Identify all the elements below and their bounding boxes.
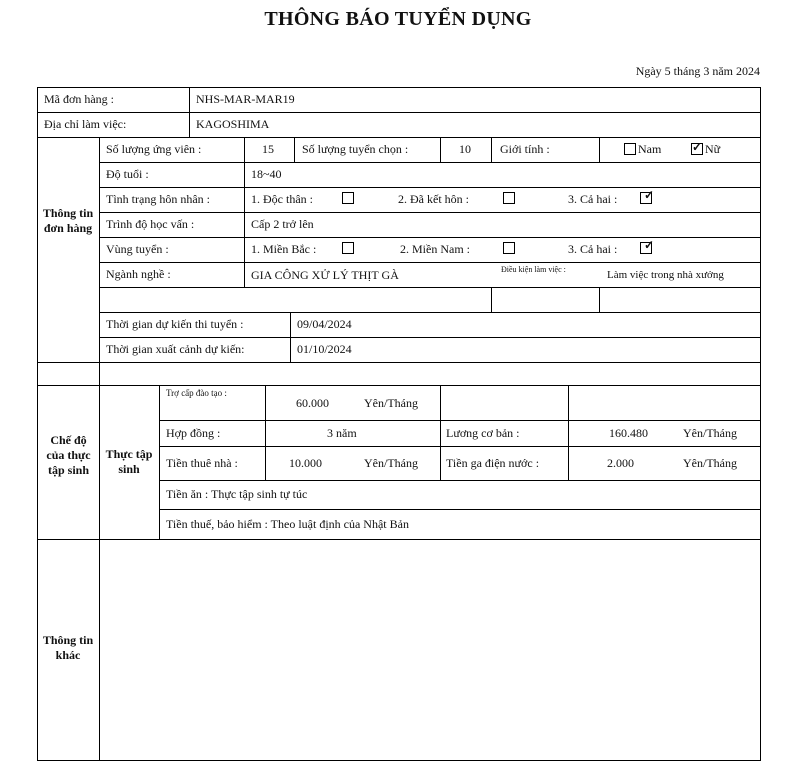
gender-label: Giới tính : [500, 142, 550, 156]
rent-label: Tiền thuê nhà : [166, 456, 238, 470]
check-mark-icon: ✓ [644, 188, 655, 202]
work-condition-label: Điều kiện làm việc : [501, 265, 566, 274]
training-allowance-unit: Yên/Tháng [364, 396, 418, 410]
salary-unit: Yên/Tháng [683, 426, 737, 440]
age-label: Độ tuổi : [106, 167, 149, 181]
education-label: Trình độ học vấn : [106, 217, 195, 231]
departure-date-label: Thời gian xuất cảnh dự kiến: [106, 342, 245, 356]
exam-date-value: 09/04/2024 [297, 317, 352, 331]
region-option-3: 3. Cả hai : [568, 242, 618, 256]
other-info-section-label: Thông tin khác [42, 633, 94, 662]
work-location-label: Địa chỉ làm việc: [44, 117, 127, 131]
order-code-label: Mã đơn hàng : [44, 92, 115, 106]
marital-option-3: 3. Cả hai : [568, 192, 618, 206]
selected-label: Số lượng tuyển chọn : [302, 142, 409, 156]
marital-option-1: 1. Độc thân : [251, 192, 313, 206]
region-south-checkbox[interactable] [503, 242, 515, 254]
age-value: 18~40 [251, 167, 282, 181]
utilities-amount: 2.000 [607, 456, 634, 470]
food-policy: Tiền ăn : Thực tập sinh tự túc [166, 487, 308, 501]
contract-value: 3 năm [327, 426, 357, 440]
candidates-value: 15 [262, 142, 274, 156]
job-value: GIA CÔNG XỬ LÝ THỊT GÀ [251, 268, 399, 282]
check-mark-icon: ✓ [692, 140, 703, 154]
exam-date-label: Thời gian dự kiến thi tuyển : [106, 317, 244, 331]
selected-value: 10 [459, 142, 471, 156]
page-title: THÔNG BÁO TUYỂN DỤNG [264, 8, 532, 30]
departure-date-value: 01/10/2024 [297, 342, 352, 356]
gender-female-label: Nữ [705, 142, 721, 156]
rent-unit: Yên/Tháng [364, 456, 418, 470]
order-info-section-label: Thông tin đơn hàng [42, 206, 94, 235]
utilities-unit: Yên/Tháng [683, 456, 737, 470]
tax-insurance-policy: Tiền thuế, bảo hiểm : Theo luật định của Nhật Bản [166, 517, 409, 531]
utilities-label: Tiền ga điện nước : [446, 456, 540, 470]
document-date: Ngày 5 tháng 3 năm 2024 [635, 64, 760, 78]
benefits-section-label: Chế độ của thực tập sinh [46, 433, 91, 477]
salary-amount: 160.480 [609, 426, 648, 440]
region-option-1: 1. Miền Bắc : [251, 242, 317, 256]
training-allowance-label: Trợ cấp đào tạo : [166, 388, 227, 398]
check-mark-icon: ✓ [644, 238, 655, 252]
marital-married-checkbox[interactable] [503, 192, 515, 204]
marital-single-checkbox[interactable] [342, 192, 354, 204]
region-north-checkbox[interactable] [342, 242, 354, 254]
other-info-content-area [100, 540, 760, 760]
work-location-value: KAGOSHIMA [196, 117, 270, 131]
training-allowance-amount: 60.000 [296, 396, 329, 410]
contract-label: Hợp đồng : [166, 426, 221, 440]
intern-sub-label: Thực tập sinh [105, 447, 153, 476]
order-code-value: NHS-MAR-MAR19 [196, 92, 295, 106]
salary-label: Lương cơ bản : [446, 426, 520, 440]
education-value: Cấp 2 trở lên [251, 217, 314, 231]
marital-option-2: 2. Đã kết hôn : [398, 192, 469, 206]
region-option-2: 2. Miền Nam : [400, 242, 470, 256]
gender-male-label: Nam [638, 142, 662, 156]
candidates-label: Số lượng ứng viên : [106, 142, 202, 156]
gender-male-checkbox[interactable] [624, 143, 636, 155]
marital-label: Tình trạng hôn nhân : [106, 192, 210, 206]
job-label: Ngành nghề : [106, 267, 171, 281]
rent-amount: 10.000 [289, 456, 322, 470]
region-label: Vùng tuyển : [106, 242, 169, 256]
work-condition-value: Làm việc trong nhà xưởng [607, 269, 724, 281]
